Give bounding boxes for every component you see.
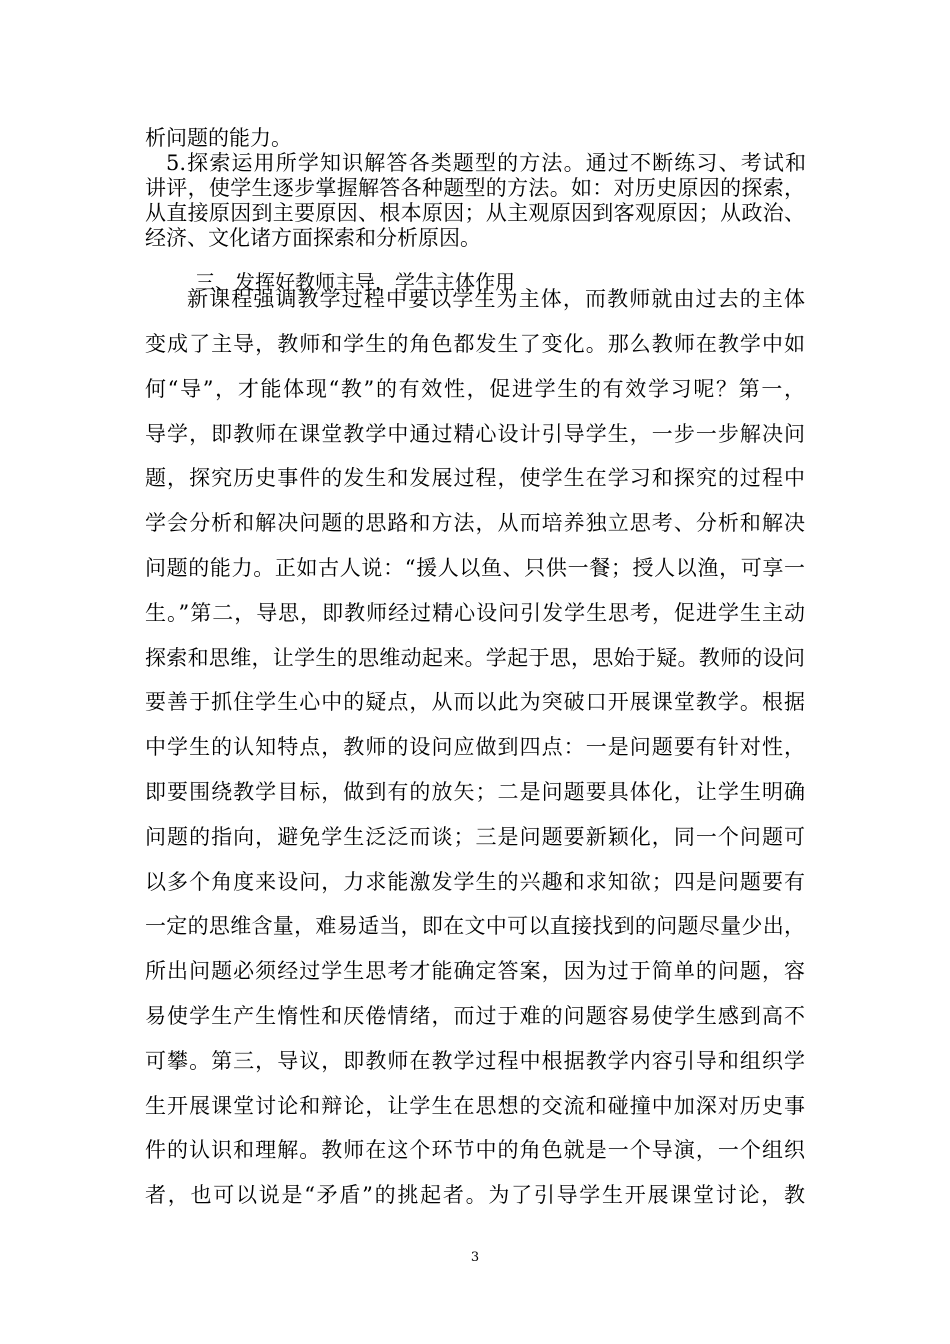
paragraph-line: 一定的思维含量，难易适当，即在文中可以直接找到的问题尽量少出， — [145, 914, 805, 938]
page-number: 3 — [470, 1250, 480, 1265]
paragraph-line: 何“导”，才能体现“教”的有效性，促进学生的有效学习呢？第一， — [145, 377, 805, 401]
paragraph-line: 题，探究历史事件的发生和发展过程，使学生在学习和探究的过程中 — [145, 466, 805, 490]
paragraph-line: 易使学生产生惰性和厌倦情绪，而过于难的问题容易使学生感到高不 — [145, 1004, 805, 1028]
paragraph-line: 要善于抓住学生心中的疑点，从而以此为突破口开展课堂教学。根据 — [145, 690, 805, 714]
paragraph-line: 可攀。第三，导议，即教师在教学过程中根据教学内容引导和组织学 — [145, 1049, 805, 1073]
paragraph-line: 变成了主导，教师和学生的角色都发生了变化。那么教师在教学中如 — [145, 332, 805, 356]
paragraph-line: 导学，即教师在课堂教学中通过精心设计引导学生，一步一步解决问 — [145, 422, 805, 446]
paragraph-line: 问题的指向，避免学生泛泛而谈；三是问题要新颖化，同一个问题可 — [145, 825, 805, 849]
paragraph-line: 新课程强调教学过程中要以学生为主体，而教师就由过去的主体 — [187, 287, 805, 311]
paragraph-line: 讲评，使学生逐步掌握解答各种题型的方法。如：对历史原因的探索， — [145, 176, 805, 200]
paragraph-line: 问题的能力。正如古人说：“援人以鱼、只供一餐；授人以渔，可享一 — [145, 556, 805, 580]
paragraph-line: 生开展课堂讨论和辩论，让学生在思想的交流和碰撞中加深对历史事 — [145, 1094, 805, 1118]
paragraph-line: 探索和思维，让学生的思维动起来。学起于思，思始于疑。教师的设问 — [145, 646, 805, 670]
section-heading: 三、发挥好教师主导，学生主体作用 — [195, 270, 515, 294]
paragraph-line: 5.探索运用所学知识解答各类题型的方法。通过不断练习、考试和 — [166, 151, 806, 175]
paragraph-line: 析问题的能力。 — [145, 126, 292, 150]
paragraph-line: 经济、文化诸方面探索和分析原因。 — [145, 226, 481, 250]
paragraph-line: 以多个角度来设问，力求能激发学生的兴趣和求知欲；四是问题要有 — [145, 870, 805, 894]
paragraph-line: 学会分析和解决问题的思路和方法，从而培养独立思考、分析和解决 — [145, 511, 805, 535]
paragraph-line: 者，也可以说是“矛盾”的挑起者。为了引导学生开展课堂讨论，教 — [145, 1183, 805, 1207]
paragraph-line: 件的认识和理解。教师在这个环节中的角色就是一个导演，一个组织 — [145, 1138, 805, 1162]
paragraph-line: 所出问题必须经过学生思考才能确定答案，因为过于简单的问题，容 — [145, 959, 805, 983]
paragraph-line: 即要围绕教学目标，做到有的放矢；二是问题要具体化，让学生明确 — [145, 780, 805, 804]
paragraph-line: 中学生的认知特点，教师的设问应做到四点：一是问题要有针对性， — [145, 735, 805, 759]
paragraph-line: 生。”第二，导思，即教师经过精心设问引发学生思考，促进学生主动 — [145, 601, 805, 625]
paragraph-line: 从直接原因到主要原因、根本原因；从主观原因到客观原因；从政治、 — [145, 201, 805, 225]
